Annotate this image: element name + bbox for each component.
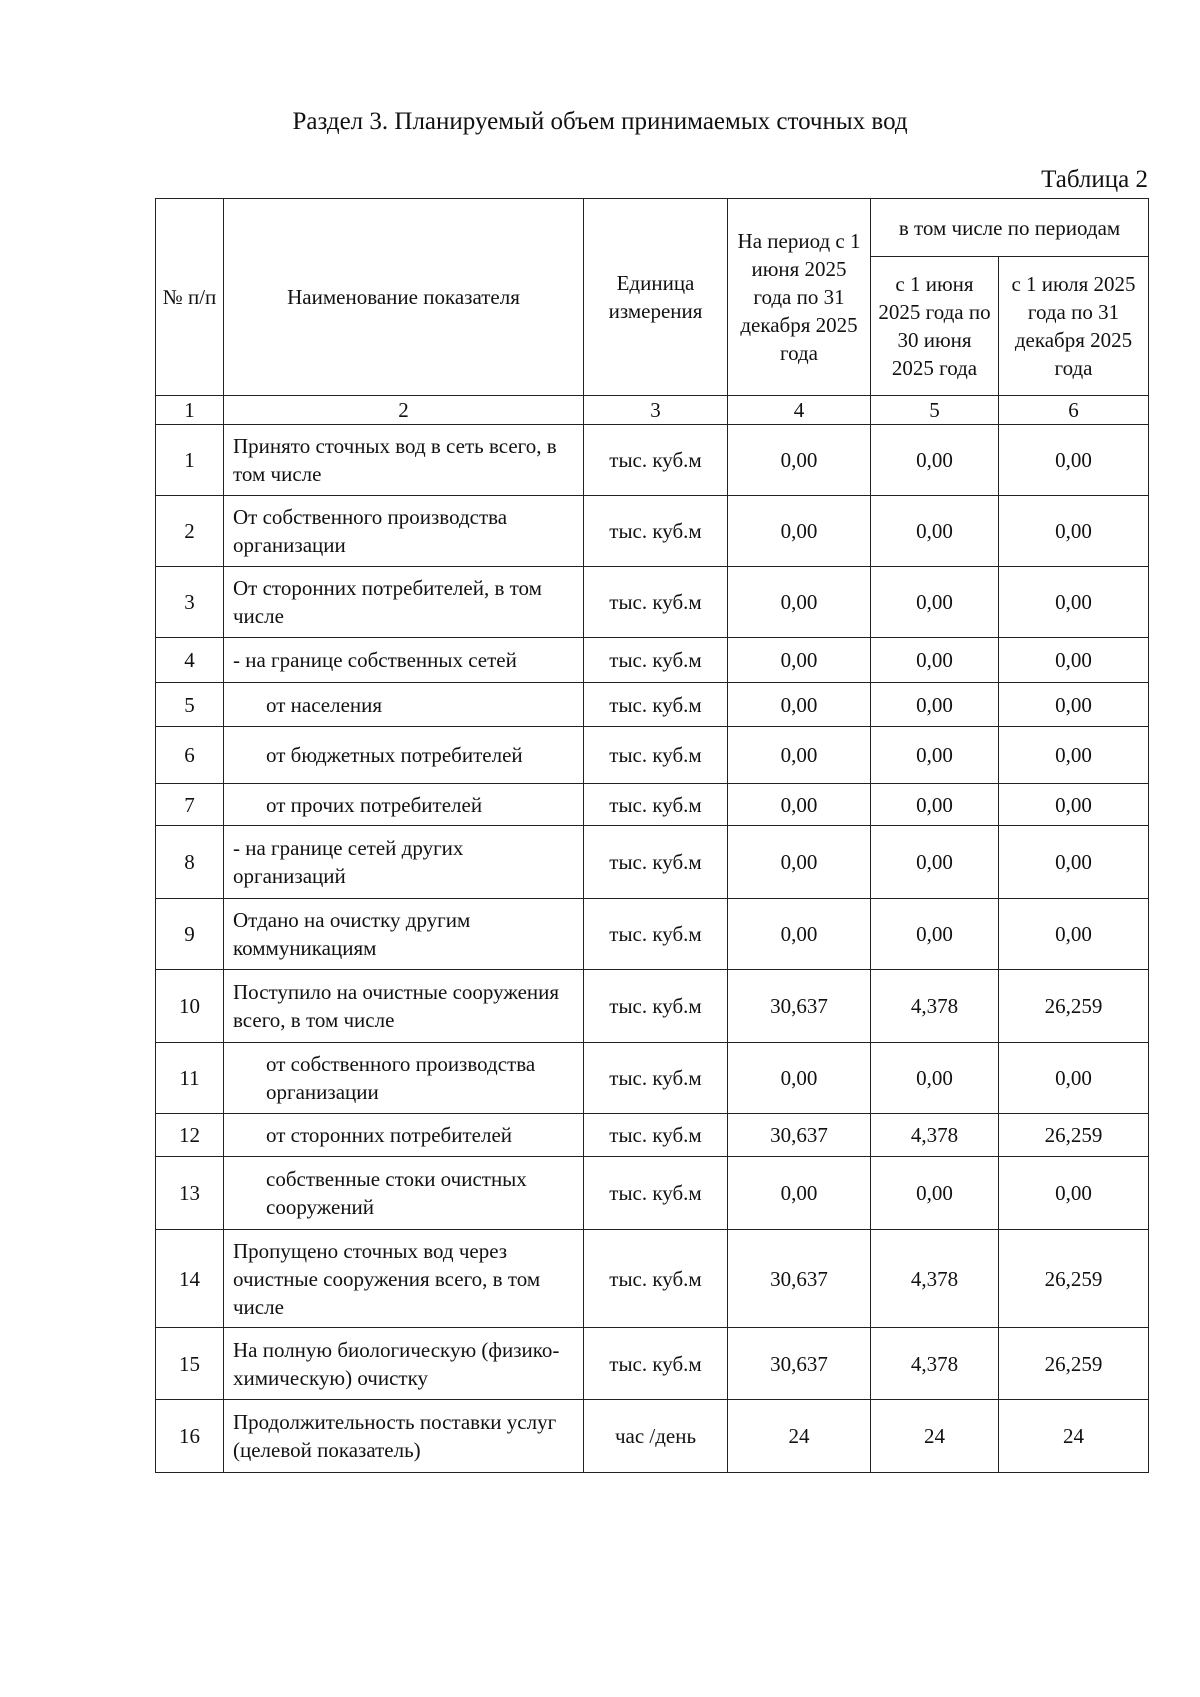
period-1-value: 4,378 (871, 1328, 999, 1400)
indicator-name: от населения (224, 683, 584, 727)
unit-cell: тыс. куб.м (584, 1114, 728, 1157)
row-number: 6 (156, 727, 224, 784)
row-number: 7 (156, 784, 224, 826)
period-1-value: 4,378 (871, 1230, 999, 1328)
table-row (156, 1230, 1149, 1328)
period-1-value: 0,00 (871, 1043, 999, 1114)
table-label: Таблица 2 (1041, 166, 1148, 193)
header-unit: Единица измерения (584, 199, 728, 396)
column-number: 5 (871, 396, 999, 425)
period-1-value: 0,00 (871, 683, 999, 727)
total-value: 30,637 (728, 1328, 871, 1400)
period-1-value: 0,00 (871, 1157, 999, 1230)
column-number: 3 (584, 396, 728, 425)
table-row (156, 784, 1149, 826)
row-number: 13 (156, 1157, 224, 1230)
row-number: 12 (156, 1114, 224, 1157)
period-2-value: 26,259 (999, 970, 1149, 1043)
row-number: 2 (156, 496, 224, 567)
period-2-value: 0,00 (999, 496, 1149, 567)
total-value: 30,637 (728, 1114, 871, 1157)
wastewater-volume-table (155, 198, 1149, 1473)
period-1-value: 4,378 (871, 970, 999, 1043)
unit-cell: тыс. куб.м (584, 496, 728, 567)
period-1-value: 0,00 (871, 425, 999, 496)
period-2-value: 26,259 (999, 1114, 1149, 1157)
header-total-period: На период с 1 июня 2025 года по 31 декабря 2025 года (728, 199, 871, 396)
table-row (156, 567, 1149, 638)
unit-cell: тыс. куб.м (584, 727, 728, 784)
unit-cell: час /день (584, 1400, 728, 1473)
period-2-value: 0,00 (999, 727, 1149, 784)
period-1-value: 0,00 (871, 727, 999, 784)
indicator-name: Принято сточных вод в сеть всего, в том числе (224, 425, 584, 496)
period-2-value: 24 (999, 1400, 1149, 1473)
unit-cell: тыс. куб.м (584, 970, 728, 1043)
period-2-value: 0,00 (999, 1043, 1149, 1114)
indicator-name: - на границе сетей других организаций (224, 826, 584, 899)
row-number: 4 (156, 638, 224, 683)
column-number: 2 (224, 396, 584, 425)
row-number: 15 (156, 1328, 224, 1400)
total-value: 0,00 (728, 638, 871, 683)
period-2-value: 0,00 (999, 1157, 1149, 1230)
unit-cell: тыс. куб.м (584, 1043, 728, 1114)
period-2-value: 0,00 (999, 826, 1149, 899)
table-row (156, 1400, 1149, 1473)
total-value: 0,00 (728, 826, 871, 899)
header-period-2: с 1 июля 2025 года по 31 декабря 2025 года (999, 257, 1149, 396)
indicator-name: Поступило на очистные сооружения всего, в том числе (224, 970, 584, 1043)
period-2-value: 0,00 (999, 784, 1149, 826)
table-row (156, 496, 1149, 567)
row-number: 5 (156, 683, 224, 727)
unit-cell: тыс. куб.м (584, 567, 728, 638)
period-1-value: 0,00 (871, 496, 999, 567)
indicator-name: собственные стоки очистных сооружений (224, 1157, 584, 1230)
indicator-name: Пропущено сточных вод через очистные сооружения всего, в том числе (224, 1230, 584, 1328)
unit-cell: тыс. куб.м (584, 1157, 728, 1230)
total-value: 0,00 (728, 567, 871, 638)
indicator-name: от прочих потребителей (224, 784, 584, 826)
indicator-name: Отдано на очистку другим коммуникациям (224, 899, 584, 970)
table-row (156, 1328, 1149, 1400)
row-number: 3 (156, 567, 224, 638)
period-2-value: 0,00 (999, 567, 1149, 638)
total-value: 0,00 (728, 683, 871, 727)
period-2-value: 26,259 (999, 1328, 1149, 1400)
period-1-value: 0,00 (871, 567, 999, 638)
unit-cell: тыс. куб.м (584, 425, 728, 496)
indicator-name: От сторонних потребителей, в том числе (224, 567, 584, 638)
period-2-value: 26,259 (999, 1230, 1149, 1328)
unit-cell: тыс. куб.м (584, 638, 728, 683)
period-2-value: 0,00 (999, 425, 1149, 496)
table-row (156, 638, 1149, 683)
column-number: 6 (999, 396, 1149, 425)
row-number: 11 (156, 1043, 224, 1114)
total-value: 0,00 (728, 1157, 871, 1230)
table-row (156, 1114, 1149, 1157)
period-2-value: 0,00 (999, 638, 1149, 683)
header-name: Наименование показателя (224, 199, 584, 396)
table-row (156, 899, 1149, 970)
table-row (156, 683, 1149, 727)
total-value: 0,00 (728, 727, 871, 784)
unit-cell: тыс. куб.м (584, 1230, 728, 1328)
period-1-value: 4,378 (871, 1114, 999, 1157)
total-value: 0,00 (728, 425, 871, 496)
indicator-name: от сторонних потребителей (224, 1114, 584, 1157)
total-value: 0,00 (728, 899, 871, 970)
period-1-value: 0,00 (871, 826, 999, 899)
indicator-name: Продолжительность поставки услуг (целевой показатель) (224, 1400, 584, 1473)
period-1-value: 0,00 (871, 638, 999, 683)
unit-cell: тыс. куб.м (584, 683, 728, 727)
row-number: 1 (156, 425, 224, 496)
unit-cell: тыс. куб.м (584, 899, 728, 970)
column-numbers-row (156, 396, 1149, 425)
row-number: 14 (156, 1230, 224, 1328)
column-number: 4 (728, 396, 871, 425)
table-row (156, 727, 1149, 784)
indicator-name: На полную биологическую (физико-химическую) очистку (224, 1328, 584, 1400)
row-number: 8 (156, 826, 224, 899)
period-1-value: 0,00 (871, 784, 999, 826)
header-periods-group: в том числе по периодам (871, 199, 1149, 257)
period-2-value: 0,00 (999, 683, 1149, 727)
header-num: № п/п (156, 199, 224, 396)
total-value: 24 (728, 1400, 871, 1473)
row-number: 9 (156, 899, 224, 970)
unit-cell: тыс. куб.м (584, 826, 728, 899)
indicator-name: От собственного производства организации (224, 496, 584, 567)
total-value: 0,00 (728, 1043, 871, 1114)
unit-cell: тыс. куб.м (584, 784, 728, 826)
total-value: 0,00 (728, 496, 871, 567)
total-value: 30,637 (728, 1230, 871, 1328)
period-1-value: 0,00 (871, 899, 999, 970)
section-title: Раздел 3. Планируемый объем принимаемых сточных вод (292, 108, 908, 135)
table-row (156, 970, 1149, 1043)
header-period-1: с 1 июня 2025 года по 30 июня 2025 года (871, 257, 999, 396)
period-1-value: 24 (871, 1400, 999, 1473)
unit-cell: тыс. куб.м (584, 1328, 728, 1400)
column-number: 1 (156, 396, 224, 425)
total-value: 0,00 (728, 784, 871, 826)
table-row (156, 1157, 1149, 1230)
table-row (156, 425, 1149, 496)
row-number: 16 (156, 1400, 224, 1473)
period-2-value: 0,00 (999, 899, 1149, 970)
table-row (156, 1043, 1149, 1114)
indicator-name: от собственного производства организации (224, 1043, 584, 1114)
table-row (156, 826, 1149, 899)
indicator-name: от бюджетных потребителей (224, 727, 584, 784)
total-value: 30,637 (728, 970, 871, 1043)
row-number: 10 (156, 970, 224, 1043)
indicator-name: - на границе собственных сетей (224, 638, 584, 683)
